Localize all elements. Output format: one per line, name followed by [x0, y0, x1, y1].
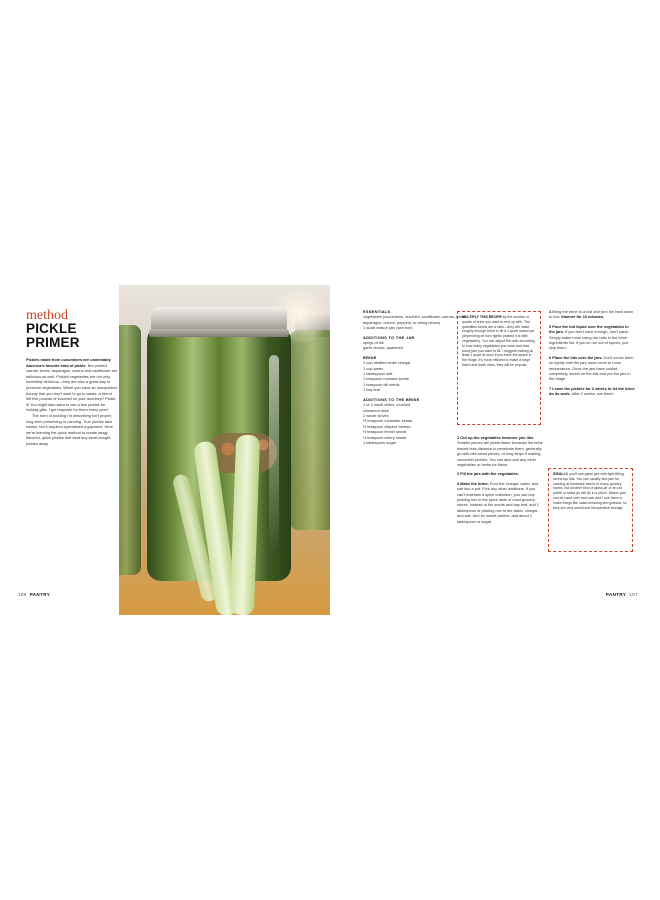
ingredient-line: cinnamon stick [363, 407, 389, 413]
intro-lead: Pickles made from cucumbers are undeniably America's favorite kind of pickle. [26, 357, 111, 368]
step-number: 1 [457, 435, 460, 440]
note-lead: MULTIPLY THIS RECIPE [462, 315, 502, 319]
ingredient-heading: BRINE [363, 354, 377, 360]
step-number: 3 [457, 480, 460, 486]
note-body: you'll use glass jars with tight-fitting screw-top lids. You can usually find jars for canning at hardware stores or many grocery stores, but another kind of glass jar or an old pickle or salsa jar will do in a pinch. Mason jars can be used over and over and I use them to make things like salad dressing and granola, so they are very useful and inexpensive storage. [553, 472, 627, 510]
ingredient-line: ½ teaspoon allspice berries [363, 423, 411, 429]
section-name: PANTRY [605, 592, 627, 597]
step-2 [457, 471, 543, 476]
intro-text [26, 357, 118, 447]
ingredient-heading: ESSENTIALS [363, 309, 391, 314]
step-body: After 2 weeks, eat them! [570, 391, 614, 397]
ingredient-line: 1 cup water [363, 365, 384, 371]
page-number: 107 [629, 592, 638, 597]
step-number: 6 [549, 354, 552, 360]
intro-paragraph-2: The form of pickling I'm describing isn't proper, long-term preserving or canning. True pickles take weeks, but it requires specialized equipment. Here we're learning the quick method to create tangy, flavorful, quick pickles that beat any store-bought pickles away. [26, 412, 113, 446]
step-7 [549, 386, 635, 397]
step-body: Don't screw them on tightly until the jars have come to room temperature. Once the jars have cooled completely, screw on the lids and put the jars in the fridge. [549, 354, 634, 382]
left-folio [18, 592, 50, 597]
ingredient-line: 1 teaspoon mustard seeds [363, 376, 409, 382]
cucumber-spear [230, 435, 260, 615]
note-lead: IDEALLY, [553, 472, 569, 476]
step-tail: Simmer for 10 minutes. [560, 314, 605, 320]
ingredient-line: 1 or 2 small chiles, crushed [363, 402, 411, 408]
jar-lid-rim [149, 329, 289, 337]
ingredient-line: 1 bay leaf [363, 387, 380, 393]
ingredient-line: sprigs of dill [363, 340, 384, 346]
step-lead: Make the brine: [460, 480, 489, 486]
step-number: 7 [549, 385, 552, 391]
background-jar-right [289, 330, 330, 530]
step-body: Bring the brine to a boil and turn the heat down to low. [549, 309, 634, 320]
ingredient-line: vegetables (cucumbers, zucchini, cauliflower, carrots, beets, asparagus, onions, peppers, or string beans) [363, 314, 467, 325]
step-body: Smaller pieces will pickle faster because the brine travels less distance to penetrate them, generally go with bite-sized pieces, or long strips if making cucumber pickles. You can also add any other vegetables or herbs for flavor. [457, 440, 543, 468]
ingredient-line: 1 teaspoon dill seeds [363, 381, 400, 387]
right-folio [606, 592, 638, 597]
ingredient-line: 1 quart mason jars (see box) [363, 325, 413, 331]
step-lead: Fill the jars with the vegetables. [460, 471, 519, 477]
ingredient-heading: ADDITIONS TO THE BRINE [363, 396, 420, 402]
step-5 [549, 324, 635, 351]
page-number: 100 [18, 592, 27, 597]
book-spread [20, 283, 640, 615]
step-3 [457, 481, 543, 524]
ingredients-list [363, 309, 467, 445]
ingredient-line: 2 whole cloves [363, 412, 389, 418]
ingredient-line: 1 tablespoon sugar [363, 439, 397, 445]
method-kicker: method [26, 308, 68, 323]
section-name: PANTRY [29, 592, 51, 597]
page-title: PICKLE PRIMER [26, 321, 80, 350]
method-steps-column-1 [457, 435, 543, 528]
background-jar-left [119, 325, 141, 575]
mason-jar-note [548, 468, 633, 552]
step-number: 2 [457, 471, 460, 477]
ingredient-line: ½ teaspoon celery seeds [363, 434, 407, 440]
step-1 [457, 435, 543, 467]
step-lead: Pour the hot liquid over the vegetables in the jars. [549, 323, 629, 335]
step-4 [549, 309, 635, 320]
ingredient-line: 1 tablespoon salt [363, 371, 393, 377]
step-6 [549, 355, 635, 382]
intro-body: But pickled carrots, beets, asparagus, onions and cauliflower are delicious as well. Pickled vegetables are not only incredibly delicious—they are also a great way to preserve vegetables. When you have an unexpected bounty that you don't want to go to waste. A friend left five pounds of zucchini on your doorstep? Pickle it! You might also want to can a few pickles for holiday gifts. I get requests for them every year! [26, 362, 118, 413]
ingredient-line: ½ teaspoon fennel seeds [363, 429, 407, 435]
note-body: by the number of quarts of brine you want to end up with. The quantities below are a ratio—they will make roughly enough brine to fill a 1-quart mason jar (depending on how tightly packed it is with vegetables). You can adjust the ratio according to how many vegetables you have and how many jars you want to fill. I suggest making at least 1 quart at once if you have the space in the fridge. It's more efficient to make a large batch and fresh ones, they will be popular. [462, 315, 535, 367]
step-body: If you don't have enough, don't panic. Simply make more using the ratio in the brine ingredients list. If you've run out of spices, just skip them. [549, 329, 630, 351]
step-lead: Place the lids over the jars. [552, 354, 603, 360]
step-body: Pour the vinegar, water, and salt into a pot. Pick any other additions. If you can't maintain a spice collection, you can buy pickling mix in the spice aisle of most grocery stores. Instead of the seeds and bay leaf, add 1 tablespoon of pickling mix to the water, vinegar, and salt. And for sweet pickles, add about 1 tablespoon of sugar. [457, 480, 539, 524]
step-lead: Leave the pickles for 2 weeks to let the brine do its work. [549, 385, 635, 397]
step-lead: Cut up the vegetables however you like. [460, 435, 535, 440]
ingredient-line: 1 cup distilled white vinegar [363, 360, 411, 366]
step-number: 5 [549, 323, 552, 329]
multiply-recipe-note [457, 311, 541, 425]
glass-reflection [269, 355, 279, 555]
ingredient-line: ½ teaspoon coriander seeds [363, 418, 413, 424]
step-number: 4 [549, 309, 552, 314]
method-steps-column-2 [549, 309, 635, 401]
ingredient-heading: ADDITIONS TO THE JAR [363, 334, 415, 340]
ingredient-line: garlic cloves, quartered [363, 345, 404, 351]
pickle-jar-photo [119, 285, 330, 615]
